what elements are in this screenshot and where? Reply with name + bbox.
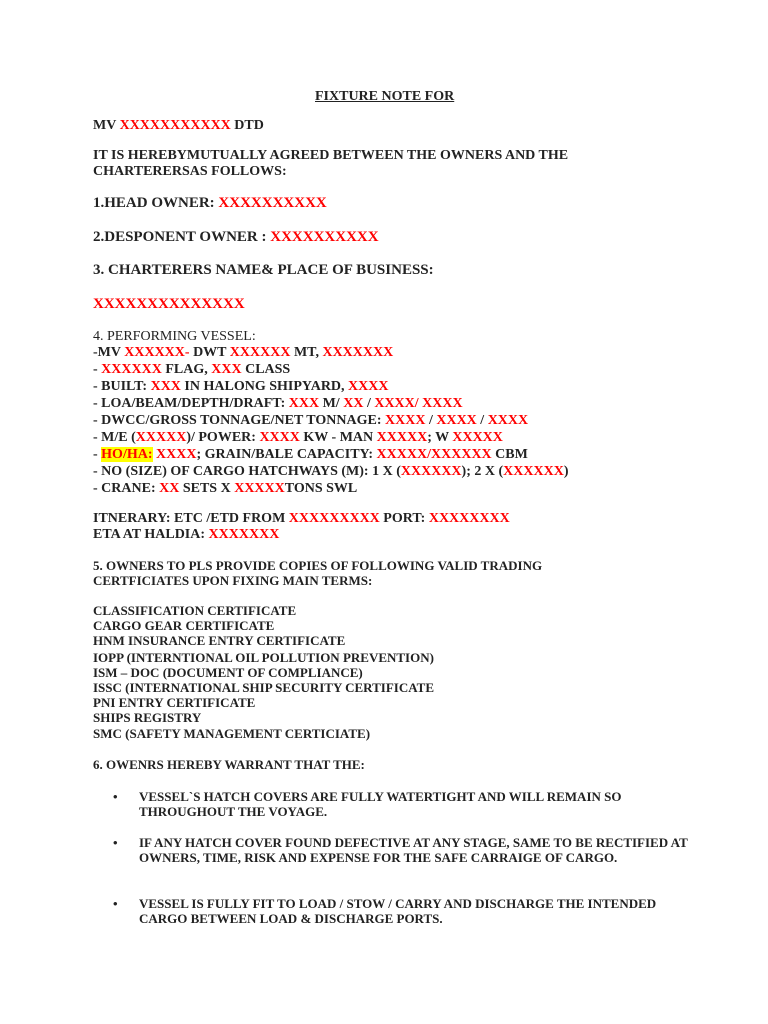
- cert-item: CLASSIFICATION CERTIFICATE: [93, 603, 297, 618]
- cert-item: SHIPS REGISTRY: [93, 710, 202, 725]
- vessel-power-value: XXXX: [259, 430, 300, 445]
- vessel-flag-value: XXXXXX: [101, 362, 162, 377]
- cert-item: SMC (SAFETY MANAGEMENT CERTICIATE): [93, 726, 371, 741]
- cert-item: ISM – DOC (DOCUMENT OF COMPLIANCE): [93, 665, 363, 680]
- vessel-separator: /: [366, 396, 371, 411]
- vessel-crane-label: - CRANE:: [93, 481, 156, 496]
- vessel-dwt-label: DWT: [193, 345, 227, 360]
- vessel-built-label: - BUILT:: [93, 379, 148, 394]
- vessel-unit-m: M/: [322, 396, 340, 411]
- vessel-class-value: XXX: [211, 362, 242, 377]
- head-owner-value: XXXXXXXXXX: [218, 195, 327, 211]
- document-title: FIXTURE NOTE FOR: [315, 89, 455, 104]
- vessel-line-hoha: [93, 448, 528, 462]
- vessel-line-built: [93, 380, 389, 394]
- eta-line: [93, 528, 279, 542]
- vessel-line-engine: [93, 431, 503, 445]
- cert-item: ISSC (INTERNATIONAL SHIP SECURITY CERTIFICATE: [93, 680, 434, 695]
- bullet-icon: •: [113, 789, 118, 804]
- vessel-grain-value: XXXXX: [376, 447, 428, 462]
- desponent-owner-value: XXXXXXXXXX: [270, 229, 379, 245]
- vessel-shipyard-label: IN HALONG SHIPYARD,: [184, 379, 345, 394]
- vessel-hoha-dash: -: [93, 447, 98, 462]
- bullet-icon: •: [113, 835, 118, 850]
- vessel-power-label: )/ POWER:: [186, 430, 256, 445]
- warranty-item-text: VESSEL IS FULLY FIT TO LOAD / STOW / CARRY AND DISCHARGE THE INTENDED CARGO BETWEEN LOAD & DISCHARGE PORTS.: [139, 896, 657, 926]
- vessel-w-value: XXXXX: [452, 430, 503, 445]
- vessel-me-label: - M/E (: [93, 430, 136, 445]
- agreement-line-1: IT IS HEREBYMUTUALLY AGREED BETWEEN THE OWNERS AND THE: [93, 148, 569, 163]
- bullet-icon: •: [113, 896, 118, 911]
- performing-vessel-heading: 4. PERFORMING VESSEL:: [93, 329, 256, 344]
- vessel-tons-label: TONS SWL: [284, 481, 358, 496]
- vessel-class-label: CLASS: [245, 362, 291, 377]
- vessel-loa-value: XXX: [288, 396, 320, 411]
- vessel-beam-value: XX: [343, 396, 364, 411]
- warranty-item-text: VESSEL`S HATCH COVERS ARE FULLY WATERTIGHT AND WILL REMAIN SO THROUGHOUT THE VOYAGE.: [139, 789, 622, 819]
- agreement-line-2: CHARTERERSAS FOLLOWS:: [93, 164, 287, 179]
- vessel-crane-count: XX: [159, 481, 180, 496]
- vessel-bale-value: XXXXXX: [431, 447, 492, 462]
- certs-heading-line-2: CERTFICIATES UPON FIXING MAIN TERMS:: [93, 573, 373, 588]
- mv-suffix: DTD: [234, 118, 264, 133]
- mv-prefix: MV: [93, 118, 117, 133]
- cert-item: PNI ENTRY CERTIFICATE: [93, 695, 256, 710]
- vessel-depth-value: XXXX/: [374, 396, 419, 411]
- vessel-flag-label: FLAG,: [165, 362, 208, 377]
- vessel-dwcc-value: XXXX: [385, 413, 426, 428]
- vessel-capacity-label: ; GRAIN/BALE CAPACITY:: [196, 447, 374, 462]
- vessel-separator: /: [428, 413, 433, 428]
- vessel-me-value: XXXXX: [135, 430, 187, 445]
- vessel-tonnage-label: - DWCC/GROSS TONNAGE/NET TONNAGE:: [93, 413, 382, 428]
- vessel-gross-value: XXXX: [436, 413, 477, 428]
- head-owner-label: 1.HEAD OWNER:: [93, 195, 215, 211]
- vessel-line-hatchways: [93, 465, 569, 479]
- warranty-item-text: IF ANY HATCH COVER FOUND DEFECTIVE AT ANY STAGE, SAME TO BE RECTIFIED AT OWNERS, TIME, RISK AND EXPENSE FOR THE SAFE CARRAIGE OF CARGO.: [139, 835, 688, 865]
- itinerary-label: ITNERARY: ETC /ETD FROM: [93, 511, 286, 526]
- vessel-flag-dash: -: [93, 362, 98, 377]
- vessel-line-flag: [93, 363, 290, 377]
- vessel-sets-label: SETS X: [182, 481, 231, 496]
- vessel-crane-capacity: XXXXX: [234, 481, 285, 496]
- vessel-cbm-label: CBM: [495, 447, 528, 462]
- desponent-owner-line: [93, 230, 379, 245]
- vessel-hoha-label: HO/HA:: [101, 447, 153, 462]
- vessel-built-value: XXX: [150, 379, 181, 394]
- charterers-label: 3. CHARTERERS NAME& PLACE OF BUSINESS:: [93, 262, 434, 278]
- vessel-line-tonnage: [93, 414, 528, 428]
- cert-item: CARGO GEAR CERTIFICATE: [93, 618, 275, 633]
- warranty-heading: 6. OWENRS HEREBY WARRANT THAT THE:: [93, 757, 365, 772]
- vessel-hatchways-label: - NO (SIZE) OF CARGO HATCHWAYS (M): 1 X (: [93, 464, 401, 479]
- vessel-hatch2-value: XXXXXX: [503, 464, 564, 479]
- vessel-mt-label: MT,: [293, 345, 319, 360]
- vessel-built-year: XXXX: [348, 379, 389, 394]
- vessel-man-value: XXXXX: [376, 430, 428, 445]
- vessel-net-value: XXXX: [487, 413, 529, 428]
- vessel-hatch2-label: ); 2 X (: [461, 464, 504, 479]
- vessel-separator: /: [480, 413, 485, 428]
- itinerary-from-value: XXXXXXXXX: [288, 511, 380, 526]
- mv-name-placeholder: XXXXXXXXXXX: [119, 118, 231, 133]
- certs-heading-line-1: 5. OWNERS TO PLS PROVIDE COPIES OF FOLLOWING VALID TRADING: [93, 558, 543, 573]
- eta-value: XXXXXXX: [208, 527, 280, 542]
- vessel-mv-label: -MV: [93, 345, 121, 360]
- vessel-hoha-value: XXXX: [156, 447, 197, 462]
- mv-line: [93, 119, 264, 133]
- vessel-line-crane: [93, 482, 357, 496]
- vessel-mv-name: XXXXXX-: [124, 345, 190, 360]
- vessel-separator: /: [427, 447, 431, 462]
- vessel-hatch-close: ): [563, 464, 569, 479]
- vessel-hatch1-value: XXXXXX: [400, 464, 462, 479]
- itinerary-line: [93, 512, 510, 526]
- eta-label: ETA AT HALDIA:: [93, 527, 206, 542]
- head-owner-line: [93, 196, 327, 211]
- vessel-dimensions-label: - LOA/BEAM/DEPTH/DRAFT:: [93, 396, 286, 411]
- vessel-line-mv: [93, 346, 393, 360]
- vessel-w-label: ; W: [427, 430, 449, 445]
- desponent-owner-label: 2.DESPONENT OWNER :: [93, 229, 267, 245]
- vessel-draft-value: XXXX: [422, 396, 463, 411]
- charterers-value: XXXXXXXXXXXXXX: [93, 296, 245, 312]
- cert-item: IOPP (INTERNTIONAL OIL POLLUTION PREVENTION): [93, 650, 434, 665]
- vessel-mt-value: XXXXXXX: [322, 345, 394, 360]
- vessel-dwt-value: XXXXXX: [229, 345, 291, 360]
- itinerary-port-value: XXXXXXXX: [428, 511, 510, 526]
- itinerary-port-label: PORT:: [383, 511, 426, 526]
- cert-item: HNM INSURANCE ENTRY CERTIFICATE: [93, 633, 346, 648]
- vessel-line-dimensions: [93, 397, 463, 411]
- vessel-kw-label: KW - MAN: [303, 430, 374, 445]
